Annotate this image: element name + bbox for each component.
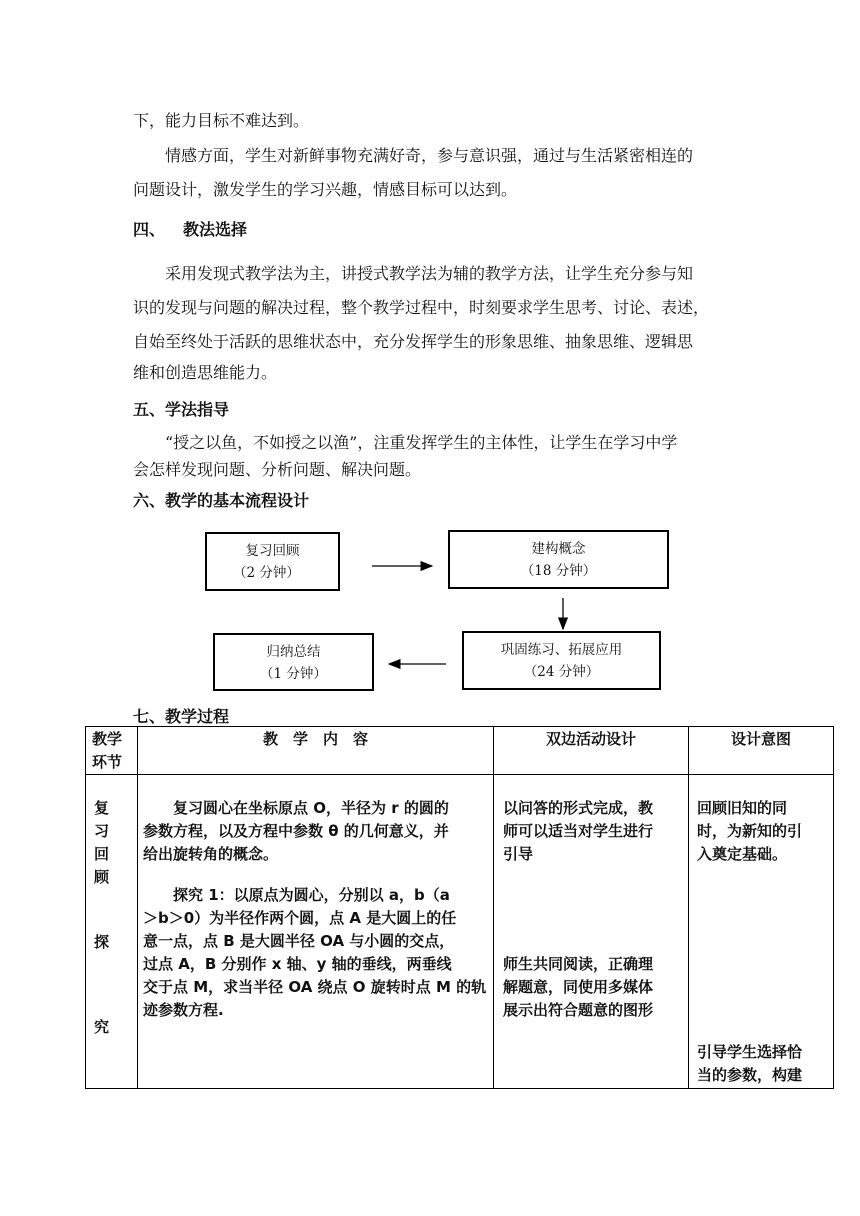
paragraph-method-line2: 识的发现与问题的解决过程，整个教学过程中，时刻要求学生思考、讨论、表述，	[133, 298, 710, 317]
activity-explore-line2: 解题意，同使用多媒体	[503, 978, 654, 996]
activity-cell	[494, 775, 689, 1089]
table-header-row	[86, 727, 834, 775]
content-explore-line4: 过点 A，B 分别作 x 轴、y 轴的垂线，两垂线	[143, 955, 452, 973]
flow-box-concept-name: 建构概念	[531, 541, 586, 557]
flow-box-review-time: （2 分钟）	[233, 565, 300, 581]
paragraph-ability-target: 下，能力目标不难达到。	[133, 111, 310, 130]
flow-box-practice-name: 巩固练习、拓展应用	[500, 642, 623, 658]
paragraph-emotion-line2: 问题设计，激发学生的学习兴趣，情感目标可以达到。	[133, 180, 518, 199]
table-row	[86, 775, 834, 1089]
paragraph-method-line4: 维和创造思维能力。	[133, 363, 278, 382]
stage-char-5: 探	[94, 933, 110, 951]
flow-box-summary-name: 归纳总结	[266, 644, 321, 660]
paragraph-learning-line2: 会怎样发现问题、分析问题、解决问题。	[133, 460, 422, 479]
stage-char-1: 复	[94, 799, 110, 817]
intent-review-line2: 时，为新知的引	[697, 822, 803, 840]
header-stage-line2: 环节	[92, 753, 123, 771]
stage-char-4: 顾	[94, 868, 110, 886]
content-explore-line1: 探究 1：以原点为圆心，分别以 a，b（a	[173, 886, 450, 904]
activity-review-line3: 引导	[503, 845, 534, 863]
stage-char-3: 回	[94, 845, 110, 863]
header-activity: 双边活动设计	[494, 727, 689, 775]
stage-char-6: 究	[94, 1018, 110, 1036]
flow-box-summary-time: （1 分钟）	[260, 666, 327, 682]
heading-teaching-method: 教法选择	[183, 220, 248, 239]
content-review-line3: 给出旋转角的概念。	[143, 845, 279, 863]
content-explore-line2: ＞b＞0）为半径作两个圆，点 A 是大圆上的任	[143, 909, 457, 927]
header-stage-line1: 教学	[92, 730, 123, 748]
content-explore-line6: 迹参数方程.	[143, 1001, 224, 1019]
activity-review-line1: 以问答的形式完成，教	[503, 799, 654, 817]
intent-review-line3: 入奠定基础。	[697, 845, 788, 863]
stage-char-2: 习	[94, 822, 110, 840]
activity-explore-line1: 师生共同阅读，正确理	[503, 955, 654, 973]
paragraph-learning-line1: “授之以鱼，不如授之以渔”，注重发挥学生的主体性，让学生在学习中学	[165, 433, 678, 452]
teaching-process-table	[85, 726, 834, 1089]
header-content: 教 学 内 容	[138, 727, 494, 775]
paragraph-emotion-line1: 情感方面，学生对新鲜事物充满好奇，参与意识强，通过与生活紧密相连的	[165, 146, 694, 165]
flow-box-practice-time: （24 分钟）	[523, 664, 600, 680]
paragraph-method-line1: 采用发现式教学法为主，讲授式教学法为辅的教学方法，让学生充分参与知	[165, 264, 694, 283]
intent-cell	[689, 775, 834, 1089]
header-stage	[86, 727, 138, 775]
flow-box-review-name: 复习回顾	[245, 543, 300, 559]
activity-review-line2: 师可以适当对学生进行	[503, 822, 654, 840]
intent-explore-line1: 引导学生选择恰	[697, 1043, 803, 1061]
header-intent: 设计意图	[689, 727, 834, 775]
content-cell	[138, 775, 494, 1089]
activity-explore-line3: 展示出符合题意的图形	[503, 1001, 654, 1019]
heading-learning-guide: 五、学法指导	[133, 400, 230, 419]
content-explore-line5: 交于点 M，求当半径 OA 绕点 O 旋转时点 M 的轨	[143, 978, 487, 996]
heading-flow-design: 六、教学的基本流程设计	[133, 491, 310, 510]
paragraph-method-line3: 自始至终处于活跃的思维状态中，充分发挥学生的形象思维、抽象思维、逻辑思	[133, 332, 694, 351]
heading-teaching-process: 七、教学过程	[133, 707, 230, 726]
intent-explore-line2: 当的参数，构建	[697, 1066, 803, 1084]
heading-teaching-method-number: 四、	[133, 220, 166, 239]
content-explore-line3: 意一点，点 B 是大圆半径 OA 与小圆的交点，	[143, 932, 455, 950]
stage-cell	[86, 775, 138, 1089]
intent-review-line1: 回顾旧知的同	[697, 799, 788, 817]
content-review-line2: 参数方程，以及方程中参数 θ 的几何意义，并	[143, 822, 449, 840]
flow-box-concept-time: （18 分钟）	[520, 563, 597, 579]
content-review-line1: 复习圆心在坐标原点 O，半径为 r 的圆的	[173, 799, 449, 817]
